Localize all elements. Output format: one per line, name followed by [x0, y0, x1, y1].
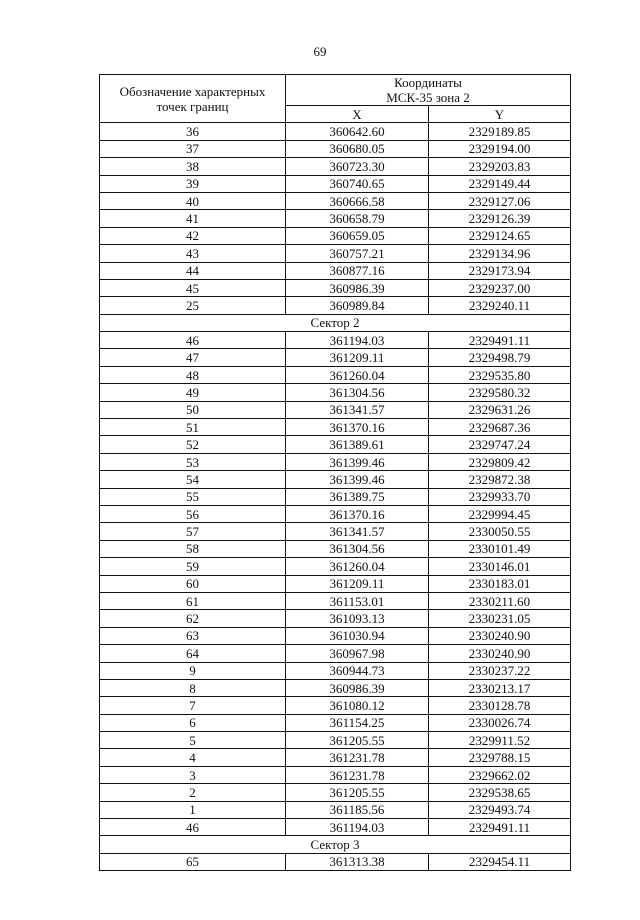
table-row [100, 679, 571, 696]
x-cell: 361080.12 [286, 697, 429, 714]
table-row [100, 123, 571, 140]
table-row [100, 662, 571, 679]
table-row [100, 505, 571, 522]
point-cell: 41 [100, 210, 286, 227]
table-row [100, 349, 571, 366]
y-cell: 2329538.65 [429, 784, 571, 801]
x-cell: 361399.46 [286, 471, 429, 488]
table-row [100, 245, 571, 262]
point-cell: 25 [100, 297, 286, 314]
y-cell: 2330237.22 [429, 662, 571, 679]
point-cell: 64 [100, 645, 286, 662]
x-cell: 361370.16 [286, 505, 429, 522]
point-cell: 48 [100, 366, 286, 383]
table-row [100, 488, 571, 505]
point-cell: 7 [100, 697, 286, 714]
y-cell: 2329126.39 [429, 210, 571, 227]
x-cell: 361231.78 [286, 749, 429, 766]
x-cell: 360944.73 [286, 662, 429, 679]
point-cell: 39 [100, 175, 286, 192]
x-cell: 361389.61 [286, 436, 429, 453]
x-cell: 361154.25 [286, 714, 429, 731]
y-cell: 2329933.70 [429, 488, 571, 505]
coordinates-header-line1: Координаты [394, 75, 462, 90]
table-row [100, 749, 571, 766]
x-cell: 361185.56 [286, 801, 429, 818]
table-row [100, 697, 571, 714]
x-cell: 361304.56 [286, 540, 429, 557]
coordinates-header-line2: МСК-35 зона 2 [386, 90, 470, 105]
point-cell: 63 [100, 627, 286, 644]
y-column-header: Y [429, 106, 571, 123]
point-cell: 56 [100, 505, 286, 522]
table-row [100, 192, 571, 209]
x-cell: 360658.79 [286, 210, 429, 227]
x-cell: 361389.75 [286, 488, 429, 505]
table-row [100, 540, 571, 557]
y-cell: 2329491.11 [429, 332, 571, 349]
table-row [100, 297, 571, 314]
x-cell: 361260.04 [286, 558, 429, 575]
table-row [100, 401, 571, 418]
x-cell: 361093.13 [286, 610, 429, 627]
y-cell: 2329631.26 [429, 401, 571, 418]
y-cell: 2329240.11 [429, 297, 571, 314]
point-cell: 5 [100, 732, 286, 749]
x-cell: 361341.57 [286, 523, 429, 540]
y-cell: 2329127.06 [429, 192, 571, 209]
x-cell: 361153.01 [286, 592, 429, 609]
point-cell: 51 [100, 419, 286, 436]
x-cell: 361399.46 [286, 453, 429, 470]
point-cell: 1 [100, 801, 286, 818]
point-cell: 60 [100, 575, 286, 592]
table-row [100, 610, 571, 627]
x-cell: 361209.11 [286, 349, 429, 366]
sector-row [100, 314, 571, 331]
y-cell: 2330240.90 [429, 627, 571, 644]
x-cell: 361304.56 [286, 384, 429, 401]
table-row [100, 575, 571, 592]
point-cell: 9 [100, 662, 286, 679]
table-row [100, 140, 571, 157]
point-cell: 38 [100, 158, 286, 175]
point-cell: 49 [100, 384, 286, 401]
y-cell: 2329809.42 [429, 453, 571, 470]
y-cell: 2329687.36 [429, 419, 571, 436]
y-cell: 2329747.24 [429, 436, 571, 453]
table-row [100, 210, 571, 227]
point-cell: 43 [100, 245, 286, 262]
table-row [100, 332, 571, 349]
x-cell: 361370.16 [286, 419, 429, 436]
y-cell: 2329124.65 [429, 227, 571, 244]
table-row [100, 732, 571, 749]
point-cell: 46 [100, 332, 286, 349]
x-column-header: X [286, 106, 429, 123]
x-cell: 361194.03 [286, 332, 429, 349]
coordinates-header [286, 75, 571, 106]
y-cell: 2329662.02 [429, 766, 571, 783]
point-cell: 40 [100, 192, 286, 209]
table-row [100, 436, 571, 453]
table-row [100, 627, 571, 644]
x-cell: 360666.58 [286, 192, 429, 209]
point-cell: 50 [100, 401, 286, 418]
point-cell: 36 [100, 123, 286, 140]
table-row [100, 175, 571, 192]
table-row [100, 853, 571, 870]
point-cell: 57 [100, 523, 286, 540]
table-row [100, 801, 571, 818]
point-cell: 8 [100, 679, 286, 696]
y-cell: 2329580.32 [429, 384, 571, 401]
point-cell: 62 [100, 610, 286, 627]
x-cell: 361030.94 [286, 627, 429, 644]
table-row [100, 714, 571, 731]
sector-row [100, 836, 571, 853]
table-row [100, 592, 571, 609]
table-row [100, 784, 571, 801]
table-row [100, 227, 571, 244]
x-cell: 361209.11 [286, 575, 429, 592]
y-cell: 2329872.38 [429, 471, 571, 488]
point-cell: 65 [100, 853, 286, 870]
point-cell: 47 [100, 349, 286, 366]
point-cell: 37 [100, 140, 286, 157]
x-cell: 360986.39 [286, 279, 429, 296]
y-cell: 2330213.17 [429, 679, 571, 696]
y-cell: 2329994.45 [429, 505, 571, 522]
y-cell: 2329498.79 [429, 349, 571, 366]
point-cell: 54 [100, 471, 286, 488]
point-cell: 55 [100, 488, 286, 505]
point-cell: 2 [100, 784, 286, 801]
x-cell: 361231.78 [286, 766, 429, 783]
table-row [100, 471, 571, 488]
table-row [100, 558, 571, 575]
y-cell: 2330146.01 [429, 558, 571, 575]
table-row [100, 279, 571, 296]
x-cell: 360740.65 [286, 175, 429, 192]
table-row [100, 523, 571, 540]
x-cell: 360989.84 [286, 297, 429, 314]
table-row [100, 766, 571, 783]
x-cell: 360723.30 [286, 158, 429, 175]
table-row [100, 419, 571, 436]
y-cell: 2330101.49 [429, 540, 571, 557]
point-cell: 42 [100, 227, 286, 244]
page-number: 69 [313, 44, 327, 59]
x-cell: 361260.04 [286, 366, 429, 383]
y-cell: 2330026.74 [429, 714, 571, 731]
table-row [100, 384, 571, 401]
point-column-header: Обозначение характерных точек границ [100, 75, 286, 123]
point-cell: 59 [100, 558, 286, 575]
x-cell: 360642.60 [286, 123, 429, 140]
table-row [100, 819, 571, 836]
x-cell: 361205.55 [286, 732, 429, 749]
x-cell: 361341.57 [286, 401, 429, 418]
point-cell: 4 [100, 749, 286, 766]
table-row [100, 262, 571, 279]
table-row [100, 366, 571, 383]
x-cell: 360680.05 [286, 140, 429, 157]
point-cell: 58 [100, 540, 286, 557]
x-cell: 361313.38 [286, 853, 429, 870]
table-row [100, 645, 571, 662]
y-cell: 2329535.80 [429, 366, 571, 383]
y-cell: 2329149.44 [429, 175, 571, 192]
y-cell: 2329454.11 [429, 853, 571, 870]
y-cell: 2330211.60 [429, 592, 571, 609]
table-row [100, 453, 571, 470]
y-cell: 2330183.01 [429, 575, 571, 592]
y-cell: 2329493.74 [429, 801, 571, 818]
y-cell: 2330128.78 [429, 697, 571, 714]
y-cell: 2330050.55 [429, 523, 571, 540]
sector-label: Сектор 2 [100, 314, 571, 331]
x-cell: 360659.05 [286, 227, 429, 244]
point-cell: 6 [100, 714, 286, 731]
y-cell: 2329911.52 [429, 732, 571, 749]
table-body [100, 123, 571, 871]
sector-label: Сектор 3 [100, 836, 571, 853]
point-cell: 45 [100, 279, 286, 296]
y-cell: 2330231.05 [429, 610, 571, 627]
y-cell: 2330240.90 [429, 645, 571, 662]
y-cell: 2329173.94 [429, 262, 571, 279]
y-cell: 2329134.96 [429, 245, 571, 262]
coordinates-table [99, 74, 571, 871]
y-cell: 2329237.00 [429, 279, 571, 296]
point-cell: 3 [100, 766, 286, 783]
point-cell: 52 [100, 436, 286, 453]
x-cell: 360967.98 [286, 645, 429, 662]
x-cell: 360877.16 [286, 262, 429, 279]
point-cell: 53 [100, 453, 286, 470]
y-cell: 2329491.11 [429, 819, 571, 836]
x-cell: 361205.55 [286, 784, 429, 801]
point-cell: 46 [100, 819, 286, 836]
point-cell: 44 [100, 262, 286, 279]
x-cell: 360986.39 [286, 679, 429, 696]
point-cell: 61 [100, 592, 286, 609]
y-cell: 2329189.85 [429, 123, 571, 140]
y-cell: 2329788.15 [429, 749, 571, 766]
y-cell: 2329203.83 [429, 158, 571, 175]
table-row [100, 158, 571, 175]
x-cell: 360757.21 [286, 245, 429, 262]
y-cell: 2329194.00 [429, 140, 571, 157]
x-cell: 361194.03 [286, 819, 429, 836]
